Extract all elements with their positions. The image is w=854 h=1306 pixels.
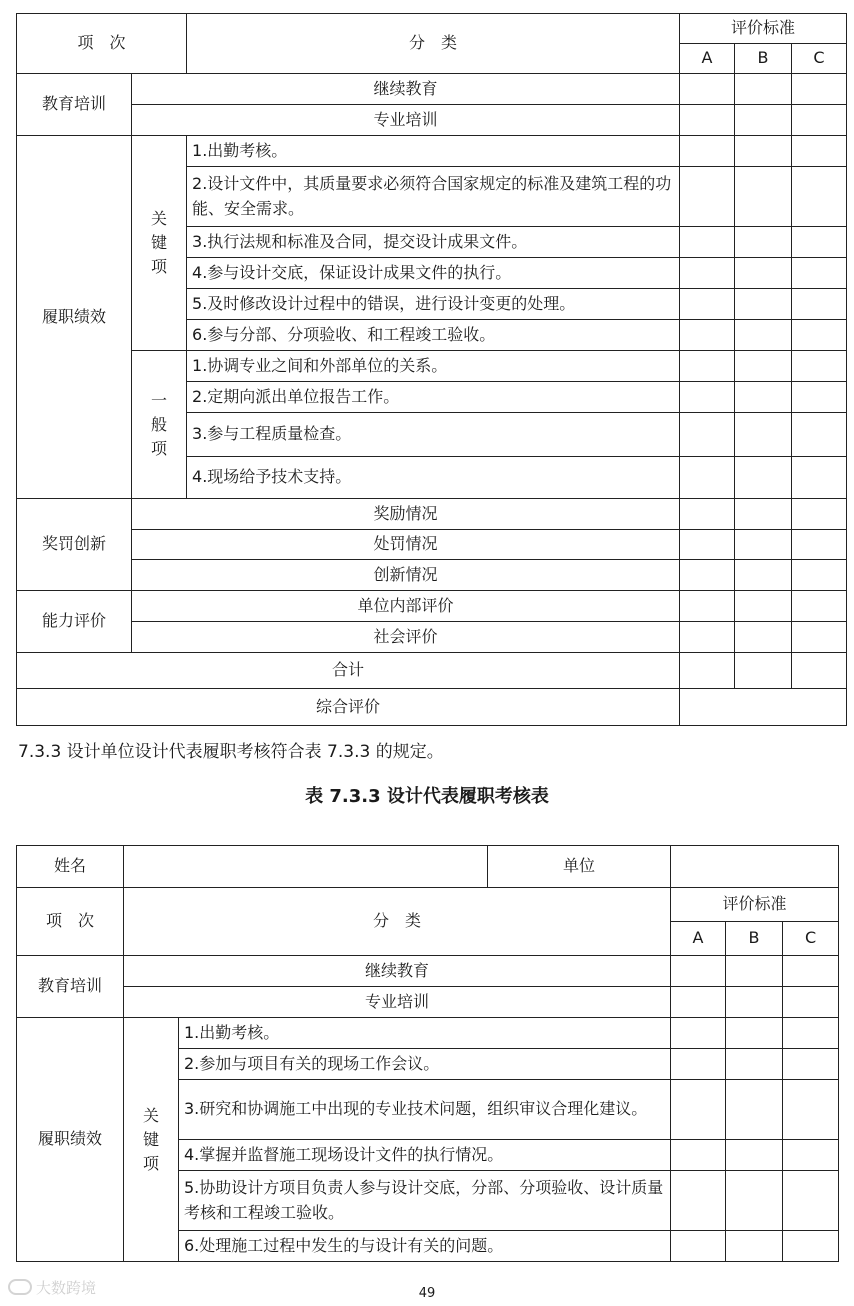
grade-cell-b[interactable] <box>726 1231 783 1262</box>
general-item: 2.定期向派出单位报告工作。 <box>187 382 680 413</box>
category-education: 教育培训 <box>17 956 124 1018</box>
grade-cell-a[interactable] <box>671 1049 726 1080</box>
grade-cell-c[interactable] <box>783 1049 839 1080</box>
header-criteria: 评价标准 <box>671 888 839 922</box>
grade-cell-c[interactable] <box>792 530 847 560</box>
table-caption: 表 7.3.3 设计代表履职考核表 <box>305 786 549 807</box>
grade-cell-a[interactable] <box>671 1140 726 1171</box>
grade-cell-a[interactable] <box>680 382 735 413</box>
general-item: 4.现场给予技术支持。 <box>187 457 680 499</box>
grade-cell-a[interactable] <box>680 167 735 227</box>
grade-cell-a[interactable] <box>680 591 735 622</box>
ability-item: 单位内部评价 <box>132 591 680 622</box>
grade-cell-b[interactable] <box>735 382 792 413</box>
header-grade-c: C <box>783 922 839 956</box>
grade-cell-b[interactable] <box>735 413 792 457</box>
grade-cell-b[interactable] <box>726 1171 783 1231</box>
grade-cell-c[interactable] <box>783 1080 839 1140</box>
reward-item: 奖励情况 <box>132 499 680 530</box>
header-item: 项 次 <box>17 14 187 74</box>
category-ability: 能力评价 <box>17 591 132 653</box>
education-continuing: 继续教育 <box>124 956 671 987</box>
grade-cell-c[interactable] <box>792 74 847 105</box>
grade-cell-c[interactable] <box>783 987 839 1018</box>
grade-cell-b[interactable] <box>735 136 792 167</box>
grade-cell-c[interactable] <box>792 457 847 499</box>
reward-item: 创新情况 <box>132 560 680 591</box>
grade-cell-a[interactable] <box>680 105 735 136</box>
grade-cell-b[interactable] <box>735 258 792 289</box>
key-item: 3.执行法规和标准及合同，提交设计成果文件。 <box>187 227 680 258</box>
grade-cell-c[interactable] <box>792 227 847 258</box>
grade-cell-c[interactable] <box>792 622 847 653</box>
grade-cell-c[interactable] <box>783 1018 839 1049</box>
evaluation-table-1 <box>16 13 847 726</box>
header-grade-a: A <box>671 922 726 956</box>
watermark-text: 大数跨境 <box>36 1278 97 1297</box>
grade-cell-b[interactable] <box>735 105 792 136</box>
header-grade-c: C <box>792 44 847 74</box>
grade-cell-b[interactable] <box>735 499 792 530</box>
header-class: 分 类 <box>124 888 671 956</box>
grade-cell-a[interactable] <box>680 560 735 591</box>
grade-cell-b[interactable] <box>735 530 792 560</box>
grade-cell-b[interactable] <box>726 1018 783 1049</box>
key-item: 4.掌握并监督施工现场设计文件的执行情况。 <box>179 1140 671 1171</box>
grade-cell-a[interactable] <box>680 457 735 499</box>
grade-cell-c[interactable] <box>783 1231 839 1262</box>
category-reward-innovation: 奖罚创新 <box>17 499 132 591</box>
grade-cell-a[interactable] <box>680 289 735 320</box>
grade-cell-a[interactable] <box>671 1231 726 1262</box>
grade-cell-c[interactable] <box>792 591 847 622</box>
grade-cell-b[interactable] <box>735 622 792 653</box>
grade-cell-a[interactable] <box>680 622 735 653</box>
grade-cell-b[interactable] <box>735 591 792 622</box>
category-education: 教育培训 <box>17 74 132 136</box>
grade-cell-a[interactable] <box>671 956 726 987</box>
key-item: 5.协助设计方项目负责人参与设计交底，分部、分项验收、设计质量考核和工程竣工验收。 <box>179 1171 671 1231</box>
overall-evaluation-label: 综合评价 <box>17 689 680 726</box>
grade-cell-c[interactable] <box>792 560 847 591</box>
grade-cell-b[interactable] <box>726 1080 783 1140</box>
education-professional: 专业培训 <box>132 105 680 136</box>
education-professional: 专业培训 <box>124 987 671 1018</box>
header-item: 项 次 <box>17 888 124 956</box>
grade-cell-c[interactable] <box>792 382 847 413</box>
grade-cell-a[interactable] <box>671 1018 726 1049</box>
grade-cell-a[interactable] <box>680 413 735 457</box>
key-item: 2.设计文件中，其质量要求必须符合国家规定的标准及建筑工程的功能、安全需求。 <box>187 167 680 227</box>
overall-evaluation-cell[interactable] <box>680 689 847 726</box>
grade-cell-a[interactable] <box>680 136 735 167</box>
key-item: 5.及时修改设计过程中的错误，进行设计变更的处理。 <box>187 289 680 320</box>
grade-cell-b[interactable] <box>726 987 783 1018</box>
name-label: 姓名 <box>17 846 124 888</box>
grade-cell-b[interactable] <box>735 320 792 351</box>
grade-cell-b[interactable] <box>726 1049 783 1080</box>
grade-cell-b[interactable] <box>735 167 792 227</box>
grade-cell-c[interactable] <box>792 320 847 351</box>
grade-cell-a[interactable] <box>671 1171 726 1231</box>
grade-cell-c[interactable] <box>792 136 847 167</box>
key-item: 1.出勤考核。 <box>187 136 680 167</box>
grade-cell-a[interactable] <box>680 351 735 382</box>
grade-cell-a[interactable] <box>680 227 735 258</box>
grade-cell-c[interactable] <box>792 499 847 530</box>
grade-cell-c[interactable] <box>783 1140 839 1171</box>
grade-cell-b[interactable] <box>735 351 792 382</box>
general-items-label: 一 般 项 <box>132 351 187 499</box>
total-row-label: 合计 <box>17 653 680 689</box>
grade-cell-a[interactable] <box>680 258 735 289</box>
grade-cell-c[interactable] <box>792 653 847 689</box>
ability-item: 社会评价 <box>132 622 680 653</box>
header-grade-b: B <box>726 922 783 956</box>
grade-cell-b[interactable] <box>735 289 792 320</box>
unit-label: 单位 <box>488 846 671 888</box>
grade-cell-c[interactable] <box>792 167 847 227</box>
clause-paragraph: 7.3.3 设计单位设计代表履职考核符合表 7.3.3 的规定。 <box>18 742 444 762</box>
header-class: 分 类 <box>187 14 680 74</box>
grade-cell-b[interactable] <box>726 956 783 987</box>
grade-cell-b[interactable] <box>735 457 792 499</box>
unit-field[interactable] <box>671 846 839 888</box>
grade-cell-a[interactable] <box>680 320 735 351</box>
grade-cell-a[interactable] <box>680 653 735 689</box>
key-item: 1.出勤考核。 <box>179 1018 671 1049</box>
grade-cell-b[interactable] <box>735 653 792 689</box>
key-item: 2.参加与项目有关的现场工作会议。 <box>179 1049 671 1080</box>
category-performance: 履职绩效 <box>17 1018 124 1262</box>
grade-cell-c[interactable] <box>792 289 847 320</box>
evaluation-table-2 <box>16 845 839 1262</box>
education-continuing: 继续教育 <box>132 74 680 105</box>
grade-cell-b[interactable] <box>735 560 792 591</box>
header-grade-a: A <box>680 44 735 74</box>
grade-cell-c[interactable] <box>792 258 847 289</box>
key-item: 4.参与设计交底，保证设计成果文件的执行。 <box>187 258 680 289</box>
grade-cell-a[interactable] <box>680 499 735 530</box>
grade-cell-c[interactable] <box>792 413 847 457</box>
grade-cell-b[interactable] <box>735 227 792 258</box>
key-item: 6.处理施工过程中发生的与设计有关的问题。 <box>179 1231 671 1262</box>
grade-cell-c[interactable] <box>783 1171 839 1231</box>
grade-cell-c[interactable] <box>783 956 839 987</box>
page-number: 49 <box>418 1286 436 1301</box>
grade-cell-a[interactable] <box>680 74 735 105</box>
key-item: 3.研究和协调施工中出现的专业技术问题，组织审议合理化建议。 <box>179 1080 671 1140</box>
key-items-label: 关 键 项 <box>124 1018 179 1262</box>
grade-cell-a[interactable] <box>680 530 735 560</box>
grade-cell-a[interactable] <box>671 1080 726 1140</box>
category-performance: 履职绩效 <box>17 136 132 499</box>
reward-item: 处罚情况 <box>132 530 680 560</box>
grade-cell-b[interactable] <box>726 1140 783 1171</box>
general-item: 1.协调专业之间和外部单位的关系。 <box>187 351 680 382</box>
header-criteria: 评价标准 <box>680 14 847 44</box>
key-items-label: 关 键 项 <box>132 136 187 351</box>
name-field[interactable] <box>124 846 488 888</box>
grade-cell-c[interactable] <box>792 351 847 382</box>
grade-cell-b[interactable] <box>735 74 792 105</box>
header-grade-b: B <box>735 44 792 74</box>
grade-cell-c[interactable] <box>792 105 847 136</box>
key-item: 6.参与分部、分项验收、和工程竣工验收。 <box>187 320 680 351</box>
grade-cell-a[interactable] <box>671 987 726 1018</box>
general-item: 3.参与工程质量检查。 <box>187 413 680 457</box>
